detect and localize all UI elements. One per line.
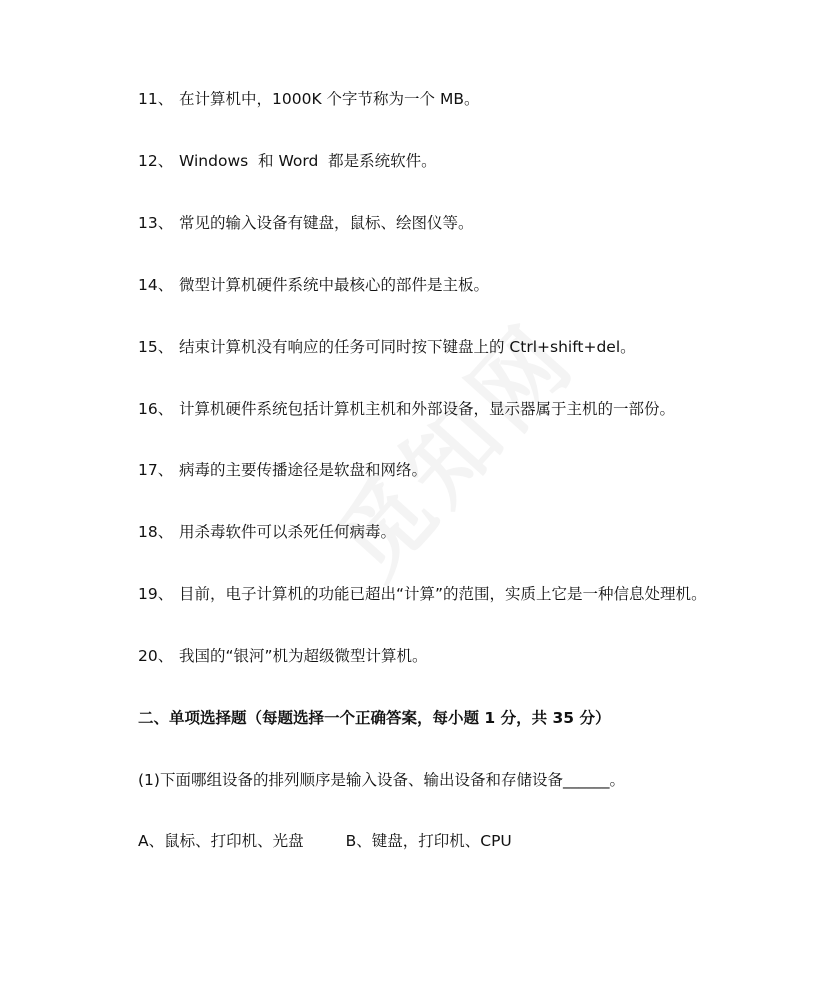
question-number: 15、 <box>138 338 174 356</box>
choice-question-1: (1)下面哪组设备的排列顺序是输入设备、输出设备和存储设备______。 <box>138 771 625 789</box>
question-number: 11、 <box>138 90 174 108</box>
question-15 <box>138 337 636 357</box>
section-heading: 二、单项选择题（每题选择一个正确答案，每小题 1 分，共 35 分） <box>138 709 611 727</box>
question-number: 13、 <box>138 214 174 232</box>
question-16 <box>138 399 675 419</box>
question-text: 微型计算机硬件系统中最核心的部件是主板。 <box>179 276 490 294</box>
question-number: 14、 <box>138 276 174 294</box>
question-text: 结束计算机没有响应的任务可同时按下键盘上的 Ctrl+shift+del。 <box>179 338 636 356</box>
question-number: 17、 <box>138 461 174 479</box>
option-b: B、键盘，打印机、CPU <box>345 832 512 850</box>
question-number: 16、 <box>138 400 174 418</box>
question-text: 用杀毒软件可以杀死任何病毒。 <box>179 523 397 541</box>
question-text: Windows 和 Word 都是系统软件。 <box>179 152 437 170</box>
question-number: 20、 <box>138 647 174 665</box>
question-14 <box>138 275 489 295</box>
question-11 <box>138 89 479 109</box>
question-18 <box>138 522 396 542</box>
question-text: 目前，电子计算机的功能已超出“计算”的范围，实质上它是一种信息处理机。 <box>179 585 707 603</box>
question-number: 19、 <box>138 585 174 603</box>
question-text: 在计算机中，1000K 个字节称为一个 MB。 <box>179 90 480 108</box>
question-20 <box>138 646 428 666</box>
question-13 <box>138 213 474 233</box>
question-number: 12、 <box>138 152 174 170</box>
question-text: 计算机硬件系统包括计算机主机和外部设备，显示器属于主机的一部份。 <box>179 400 676 418</box>
question-text: 病毒的主要传播途径是软盘和网络。 <box>179 461 428 479</box>
question-17 <box>138 460 427 480</box>
question-number: 18、 <box>138 523 174 541</box>
question-text: 我国的“银河”机为超级微型计算机。 <box>179 647 428 665</box>
question-12 <box>138 151 437 171</box>
choice-options-row <box>138 831 512 851</box>
option-a: A、鼠标、打印机、光盘 <box>138 832 304 850</box>
question-19 <box>138 584 707 604</box>
question-text: 常见的输入设备有键盘，鼠标、绘图仪等。 <box>179 214 474 232</box>
